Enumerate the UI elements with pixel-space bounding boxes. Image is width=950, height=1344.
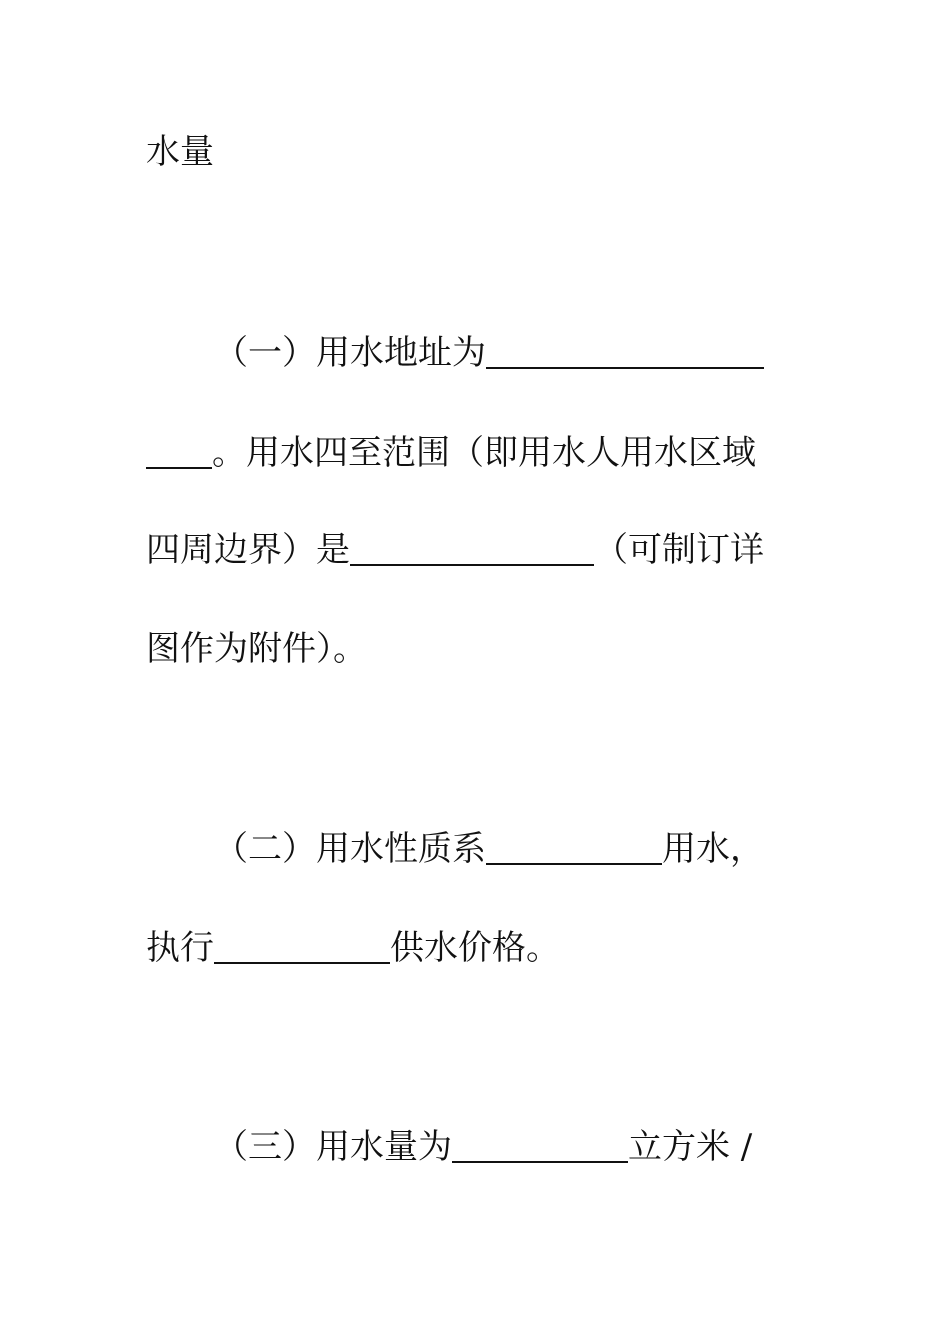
section1-attachment-end: 图作为附件）。 [146, 629, 367, 669]
section2-price-suffix: 供水价格。 [390, 928, 560, 968]
section1-attachment-text: （可制订详 [594, 530, 764, 570]
water-nature-blank [486, 833, 662, 865]
section2-line2 [146, 928, 560, 968]
heading-tail-text: 水量 [146, 132, 214, 172]
section1-line2 [146, 433, 756, 473]
section2-price-label: 执行 [146, 928, 214, 968]
section1-line3 [146, 530, 764, 570]
address-blank [486, 337, 764, 369]
section2-line1 [214, 829, 764, 869]
section1-boundary-label: 四周边界）是 [146, 530, 350, 570]
address-blank-continued [146, 437, 212, 469]
section1-range-text: 。用水四至范围（即用水人用水区域 [212, 433, 756, 473]
section3-volume-unit: 立方米 / [628, 1127, 753, 1167]
section3-volume-label: （三）用水量为 [214, 1127, 452, 1167]
boundary-blank [350, 534, 594, 566]
section1-address-label: （一）用水地址为 [214, 333, 486, 373]
section2-nature-label: （二）用水性质系 [214, 829, 486, 869]
section2-nature-suffix: 用水， [662, 829, 764, 869]
section1-line1 [214, 333, 764, 373]
volume-blank [452, 1131, 628, 1163]
price-blank [214, 932, 390, 964]
section1-line4 [146, 629, 367, 669]
section3-line1 [214, 1127, 752, 1167]
paragraph-heading-tail [146, 132, 214, 172]
